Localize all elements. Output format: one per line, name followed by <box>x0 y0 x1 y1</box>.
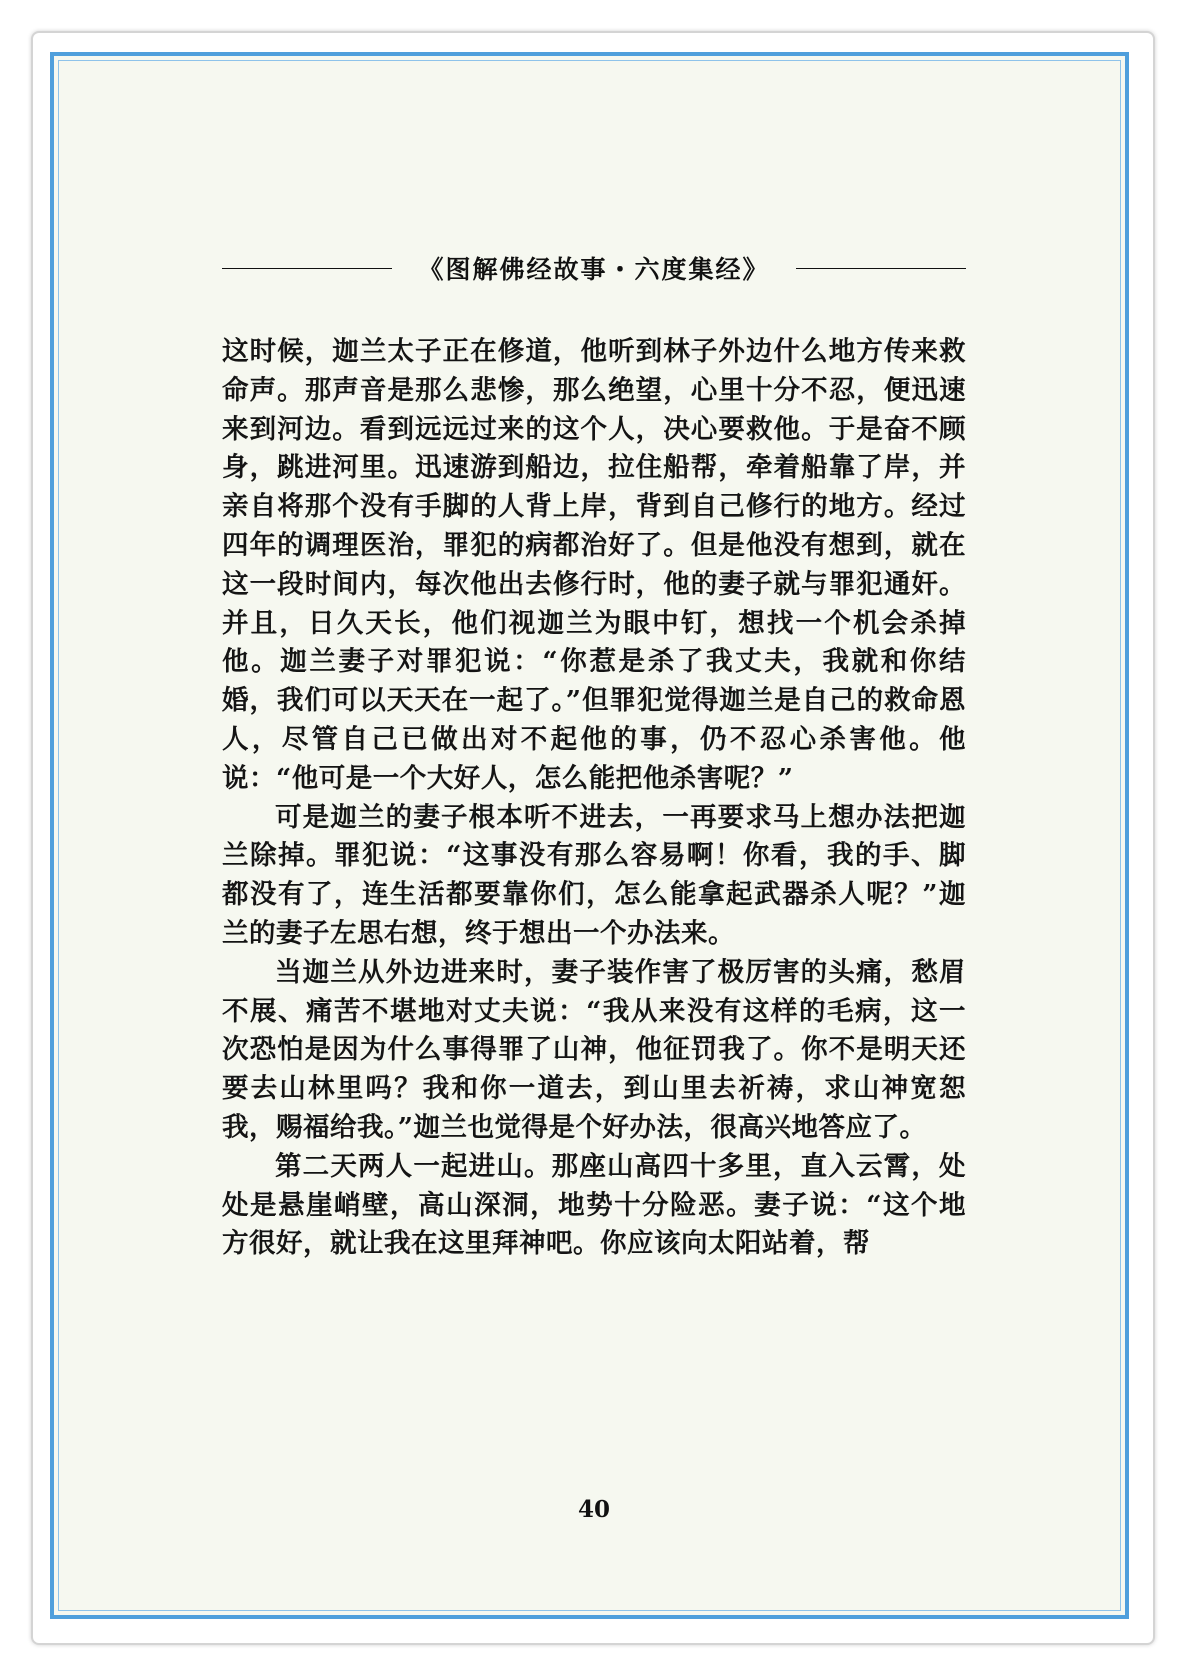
body-text <box>222 333 966 1264</box>
paragraph-1: 这时候，迦兰太子正在修道，他听到林子外边什么地方传来救命声。那声音是那么悲惨，那么绝望，心里十分不忍，便迅速来到河边。看到远远过来的这个人，决心要救他。于是奋不顾身，跳进河里。迅速游到船边，拉住船帮，牵着船靠了岸，并亲自将那个没有手脚的人背上岸，背到自己修行的地方。经过四年的调理医治，罪犯的病都治好了。但是他没有想到，就在这一段时间内，每次他出去修行时，他的妻子就与罪犯通奸。并且，日久天长，他们视迦兰为眼中钉，想找一个机会杀掉他。迦兰妻子对罪犯说：“你惹是杀了我丈夫，我就和你结婚，我们可以天天在一起了。”但罪犯觉得迦兰是自己的救命恩人，尽管自己已做出对不起他的事，仍不忍心杀害他。他说：“他可是一个大好人，怎么能把他杀害呢？” <box>222 336 966 794</box>
running-header <box>222 252 966 284</box>
header-rule-right <box>796 268 966 269</box>
book-title: 《图解佛经故事・六度集经》 <box>418 255 770 284</box>
page-number: 40 <box>577 1496 610 1523</box>
header-rule-left <box>222 268 392 269</box>
paragraph-2: 可是迦兰的妻子根本听不进去，一再要求马上想办法把迦兰除掉。罪犯说：“这事没有那么容易啊！你看，我的手、脚都没有了，连生活都要靠你们，怎么能拿起武器杀人呢？”迦兰的妻子左思右想，终于想出一个办法来。 <box>222 801 966 949</box>
paragraph-4: 第二天两人一起进山。那座山高四十多里，直入云霄，处处是悬崖峭壁，高山深洞，地势十分险恶。妻子说：“这个地方很好，就让我在这里拜神吧。你应该向太阳站着，帮 <box>222 1150 966 1260</box>
paragraph-3: 当迦兰从外边进来时，妻子装作害了极厉害的头痛，愁眉不展、痛苦不堪地对丈夫说：“我从来没有这样的毛病，这一次恐怕是因为什么事得罪了山神，他征罚我了。你不是明天还要去山林里吗？我和你一道去，到山里去祈祷，求山神宽恕我，赐福给我。”迦兰也觉得是个好办法，很高兴地答应了。 <box>222 956 966 1143</box>
